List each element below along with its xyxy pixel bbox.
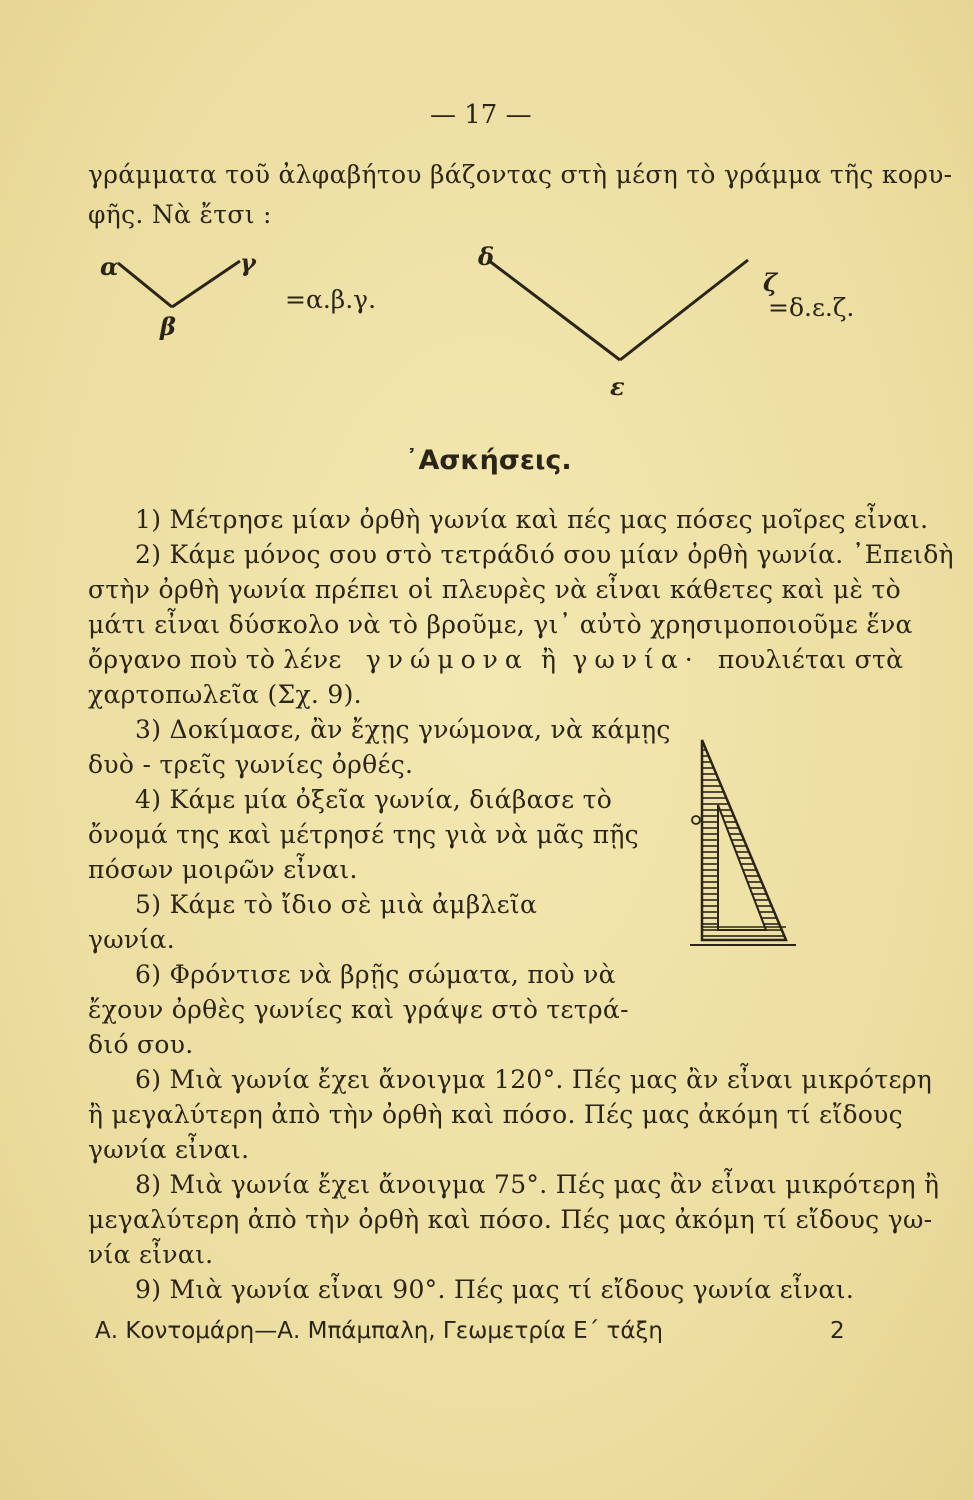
large-label-d: δ [478, 242, 495, 271]
term-gnomona: γνώμονα [365, 645, 529, 674]
exercise-6a-line-1: 6) Φρόντισε νὰ βρῇς σώματα, ποὺ νὰ [135, 960, 616, 989]
exercise-8-line-2: μεγαλύτερη ἀπὸ τὴν ὀρθὴ καὶ πόσο. Πές μας ἀκόμη τί εἴδους γω- [88, 1205, 933, 1234]
small-label-b: β [160, 312, 176, 341]
exercise-2-line-4 [88, 645, 903, 674]
exercise-6a-line-2: ἔχουν ὀρθὲς γωνίες καὶ γράψε στὸ τετρά- [88, 995, 629, 1024]
footer-sheet-number: 2 [830, 1318, 845, 1344]
exercise-4-line-3: πόσων μοιρῶν εἶναι. [88, 855, 358, 884]
exercises-heading: ᾿Ασκήσεις. [405, 445, 572, 476]
exercise-6b-line-1: 6) Μιὰ γωνία ἔχει ἄνοιγμα 120°. Πές μας ἂν εἶναι μικρότερη [135, 1065, 932, 1094]
exercise-8-line-3: νία εἶναι. [88, 1240, 214, 1269]
page-number: — 17 — [430, 100, 532, 130]
small-label-c: γ [240, 248, 256, 277]
large-label-e: ε [610, 372, 625, 401]
exercise-2-line-3: μάτι εἶναι δύσκολο νὰ τὸ βροῦμε, γι᾿ αὐτὸ χρησιμοποιοῦμε ἕνα [88, 610, 913, 639]
large-equation: =δ.ε.ζ. [768, 293, 855, 322]
exercise-6b-line-2: ἢ μεγαλύτερη ἀπὸ τὴν ὀρθὴ καὶ πόσο. Πές μας ἀκόμη τί εἴδους [88, 1100, 903, 1129]
set-square-illustration [688, 735, 798, 955]
exercise-2-text-or: ἢ [540, 645, 557, 674]
exercise-2-text-a: ὄργανο ποὺ τὸ λένε [88, 645, 342, 674]
exercise-2-line-2: στὴν ὀρθὴ γωνία πρέπει οἱ πλευρὲς νὰ εἶναι κάθετες καὶ μὲ τὸ [88, 575, 901, 604]
exercise-4-line-2: ὄνομά της καὶ μέτρησέ της γιὰ νὰ μᾶς πῇς [88, 820, 639, 849]
exercise-4-line-1: 4) Κάμε μία ὀξεῖα γωνία, διάβασε τὸ [135, 785, 613, 814]
small-label-a: α [100, 252, 119, 281]
exercise-1: 1) Μέτρησε μίαν ὀρθὴ γωνία καὶ πές μας πόσες μοῖρες εἶναι. [135, 505, 929, 534]
exercise-2-line-1: 2) Κάμε μόνος σου στὸ τετράδιό σου μίαν ὀρθὴ γωνία. ᾿Επειδὴ [135, 540, 954, 569]
large-angle-figure [470, 250, 770, 370]
exercise-6a-line-3: διό σου. [88, 1030, 194, 1059]
large-label-z: ζ [763, 268, 778, 297]
exercise-3-line-1: 3) Δοκίμασε, ἂν ἔχῃς γνώμονα, νὰ κάμῃς [135, 715, 671, 744]
small-equation: =α.β.γ. [285, 285, 377, 314]
exercise-2-line-5: χαρτοπωλεῖα (Σχ. 9). [88, 680, 362, 709]
intro-line-2: φῆς. Νὰ ἔτσι : [88, 200, 272, 229]
exercise-9: 9) Μιὰ γωνία εἶναι 90°. Πές μας τί εἴδους γωνία εἶναι. [135, 1275, 855, 1304]
intro-line-1: γράμματα τοῦ ἀλφαβήτου βάζοντας στὴ μέση τὸ γράμμα τῆς κορυ- [88, 160, 953, 189]
exercise-5-line-2: γωνία. [88, 925, 175, 954]
exercise-8-line-1: 8) Μιὰ γωνία ἔχει ἄνοιγμα 75°. Πές μας ἂν εἶναι μικρότερη ἢ [135, 1170, 940, 1199]
exercise-2-text-e: πουλιέται στὰ [717, 645, 904, 674]
exercise-6b-line-3: γωνία εἶναι. [88, 1135, 250, 1164]
exercise-3-line-2: δυὸ - τρεῖς γωνίες ὀρθές. [88, 750, 414, 779]
footer-authors: Α. Κοντομάρη—Α. Μπάμπαλη, Γεωμετρία Ε΄ τάξη [95, 1318, 663, 1344]
term-gonia: γωνία· [572, 645, 700, 674]
exercise-5-line-1: 5) Κάμε τὸ ἴδιο σὲ μιὰ ἀμβλεῖα [135, 890, 538, 919]
